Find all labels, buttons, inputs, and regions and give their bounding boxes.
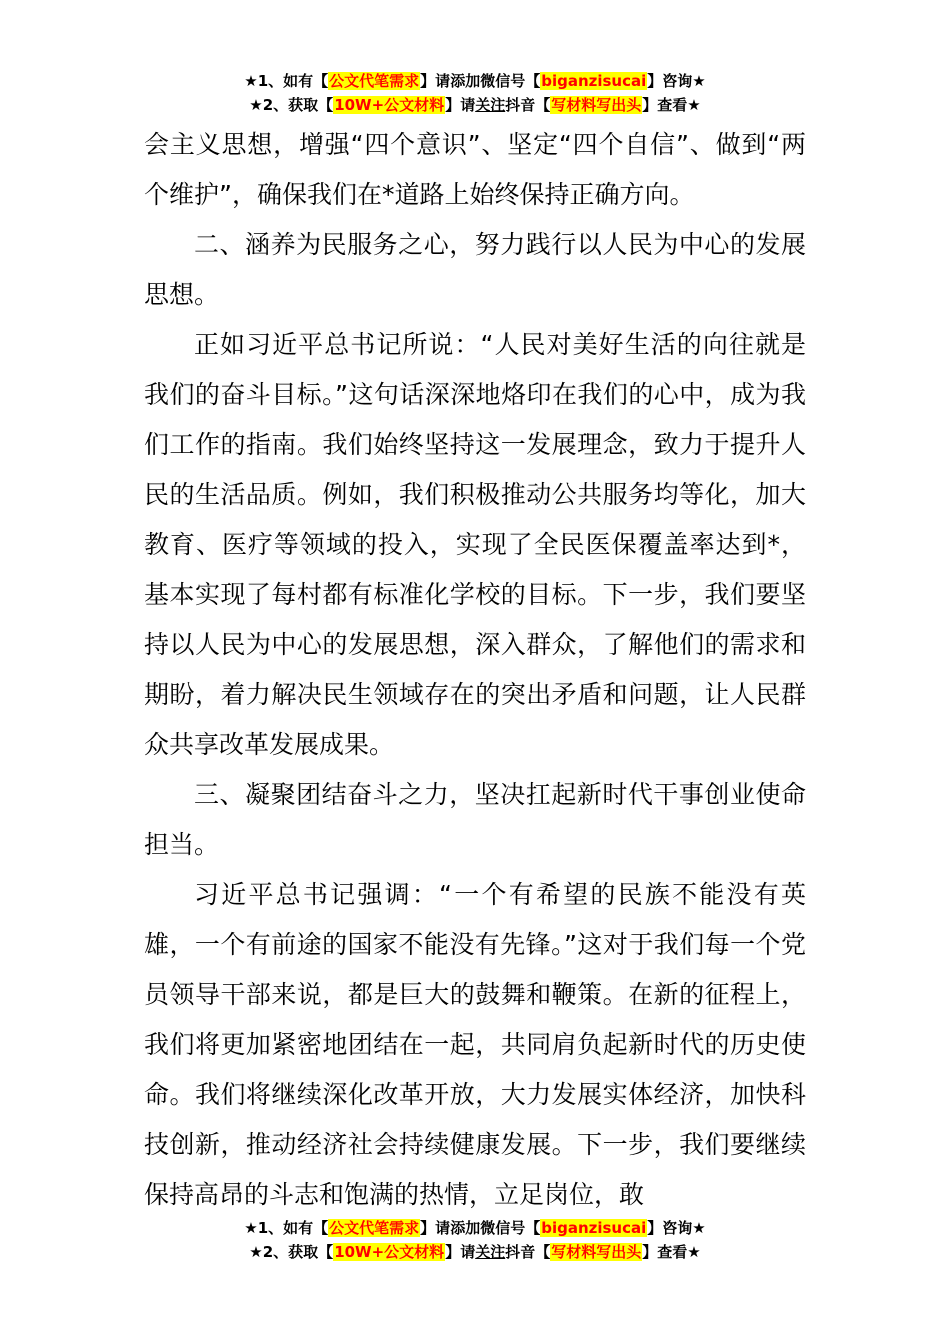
banner-text: 】查看★ — [642, 96, 701, 114]
banner-highlight: biganzisucai — [541, 72, 647, 90]
banner-emphasis: 添加 — [450, 1219, 481, 1237]
section-heading-2: 二、涵养为民服务之心，努力践行以人民为中心的发展思想。 — [144, 230, 806, 309]
banner-text: 】请 — [420, 1219, 451, 1237]
banner-highlight: 公文代笔需求 — [329, 72, 420, 90]
banner-text: 】请 — [445, 96, 476, 114]
banner-text: 】请 — [420, 72, 451, 90]
banner-highlight: 公文代笔需求 — [329, 1219, 420, 1237]
banner-text: 】查看★ — [642, 1243, 701, 1261]
banner-text: 微信号【 — [480, 1219, 541, 1237]
banner-line-1 — [0, 70, 950, 94]
header-banner — [0, 70, 950, 118]
banner-line-1 — [0, 1217, 950, 1241]
banner-text: ★2、获取【 — [249, 96, 334, 114]
banner-line-2 — [0, 94, 950, 118]
banner-text: 】咨询★ — [647, 1219, 706, 1237]
banner-text: 抖音【 — [505, 1243, 551, 1261]
banner-text: 抖音【 — [505, 96, 551, 114]
banner-text: ★2、获取【 — [249, 1243, 334, 1261]
banner-emphasis: 关注 — [475, 96, 506, 114]
banner-highlight: biganzisucai — [541, 1219, 647, 1237]
banner-text: ★1、如有【 — [244, 1219, 329, 1237]
footer-banner — [0, 1217, 950, 1265]
banner-emphasis: 关注 — [475, 1243, 506, 1261]
paragraph: 正如习近平总书记所说：“人民对美好生活的向往就是我们的奋斗目标。”这句话深深地烙印在我们的心中，成为我们工作的指南。我们始终坚持这一发展理念，致力于提升人民的生活品质。例如，我们积极推动公共服务均等化，加大教育、医疗等领域的投入，实现了全民医保覆盖率达到*，基本实现了每村都有标准化学校的目标。下一步，我们要坚持以人民为中心的发展思想，深入群众，了解他们的需求和期盼，着力解决民生领域存在的突出矛盾和问题，让人民群众共享改革发展成果。 — [144, 330, 806, 759]
paragraph-continuation: 会主义思想，增强“四个意识”、坚定“四个自信”、做到“两个维护”，确保我们在*道路上始终保持正确方向。 — [144, 130, 806, 209]
banner-text: 】请 — [445, 1243, 476, 1261]
banner-highlight: 写材料写出头 — [551, 96, 642, 114]
paragraph: 习近平总书记强调：“一个有希望的民族不能没有英雄，一个有前途的国家不能没有先锋。”这对于我们每一个党员领导干部来说，都是巨大的鼓舞和鞭策。在新的征程上，我们将更加紧密地团结在一起，共同肩负起新时代的历史使命。我们将继续深化改革开放，大力发展实体经济，加快科技创新，推动经济社会持续健康发展。下一步，我们要继续保持高昂的斗志和饱满的热情，立足岗位，敢 — [144, 880, 806, 1209]
banner-highlight: 10W+公文材料 — [334, 1243, 445, 1261]
banner-text: 微信号【 — [480, 72, 541, 90]
banner-text: 】咨询★ — [647, 72, 706, 90]
section-heading-3: 三、凝聚团结奋斗之力，坚决扛起新时代干事创业使命担当。 — [144, 780, 806, 859]
banner-highlight: 10W+公文材料 — [334, 96, 445, 114]
banner-highlight: 写材料写出头 — [551, 1243, 642, 1261]
banner-text: ★1、如有【 — [244, 72, 329, 90]
document-body — [144, 120, 806, 1220]
banner-emphasis: 添加 — [450, 72, 481, 90]
banner-line-2 — [0, 1241, 950, 1265]
